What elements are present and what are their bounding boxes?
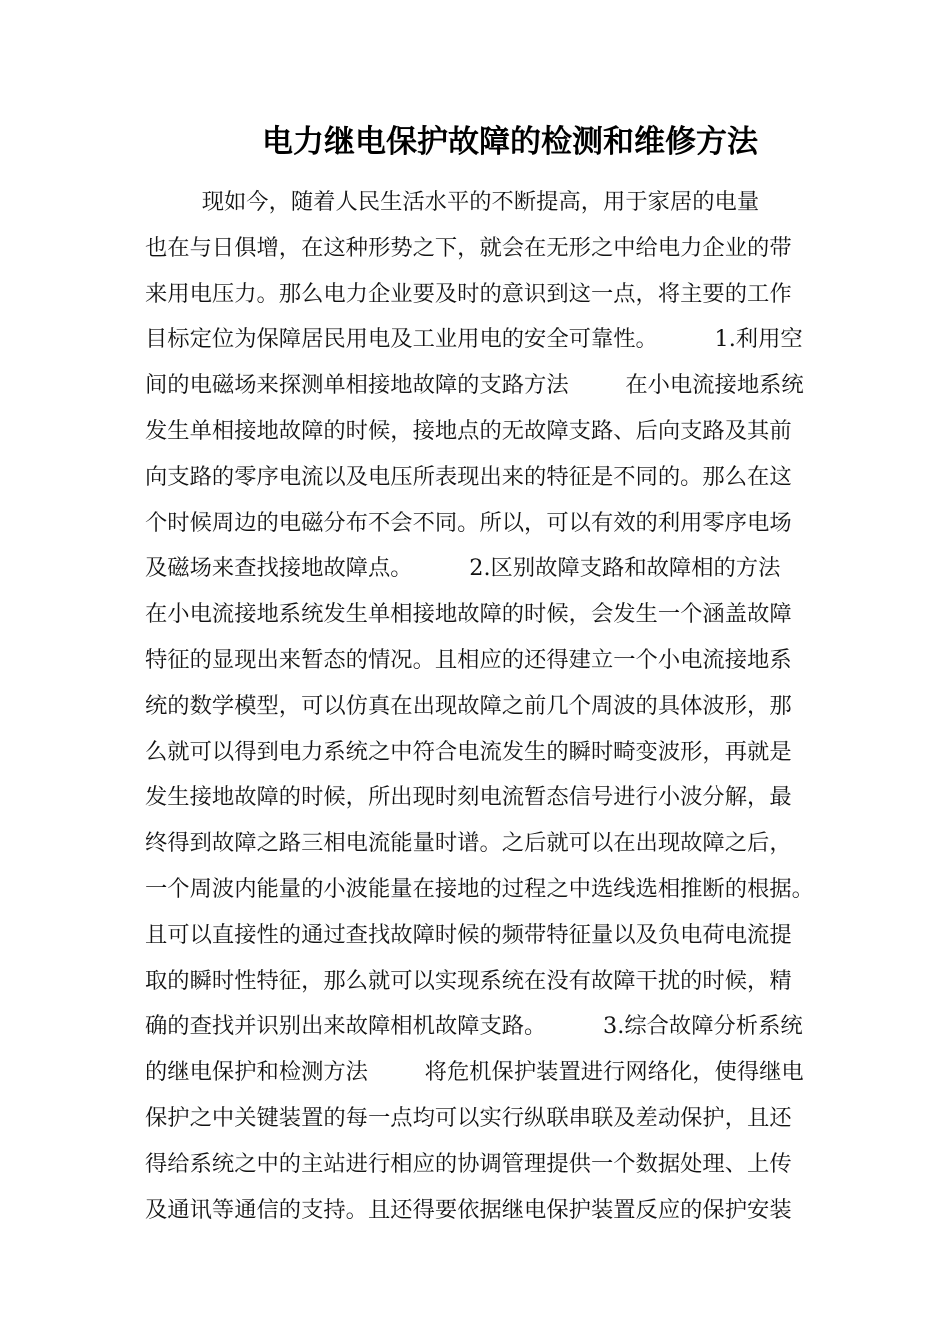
- body-line: 么就可以得到电力系统之中符合电流发生的瞬时畸变波形，再就是: [145, 738, 792, 765]
- body-line: 终得到故障之路三相电流能量时谱。之后就可以在出现故障之后，: [145, 830, 792, 857]
- body-line: 统的数学模型，可以仿真在出现故障之前几个周波的具体波形，那: [145, 692, 792, 719]
- body-line: 特征的显现出来暂态的情况。且相应的还得建立一个小电流接地系: [145, 646, 792, 673]
- body-line: 取的瞬时性特征，那么就可以实现系统在没有故障干扰的时候，精: [145, 967, 792, 994]
- body-line: 个时候周边的电磁分布不会不同。所以，可以有效的利用零序电场: [145, 509, 792, 536]
- body-line: 来用电压力。那么电力企业要及时的意识到这一点，将主要的工作: [145, 280, 792, 307]
- body-line: 目标定位为保障居民用电及工业用电的安全可靠性。 1.利用空: [145, 326, 803, 353]
- body-line: 现如今，随着人民生活水平的不断提高，用于家居的电量: [145, 189, 760, 215]
- body-line: 及通讯等通信的支持。且还得要依据继电保护装置反应的保护安装: [145, 1196, 792, 1223]
- body-line: 向支路的零序电流以及电压所表现出来的特征是不同的。那么在这: [145, 463, 792, 490]
- body-line: 及磁场来查找接地故障点。 2.区别故障支路和故障相的方法: [145, 555, 781, 582]
- body-line: 发生单相接地故障的时候，接地点的无故障支路、后向支路及其前: [145, 417, 792, 444]
- body-line: 且可以直接性的通过查找故障时候的频带特征量以及负电荷电流提: [145, 921, 792, 948]
- body-line: 确的查找并识别出来故障相机故障支路。 3.综合故障分析系统: [145, 1013, 803, 1040]
- document-title: 电力继电保护故障的检测和维修方法: [262, 124, 758, 160]
- body-line: 也在与日俱增，在这种形势之下，就会在无形之中给电力企业的带: [145, 234, 792, 261]
- document-body: [145, 180, 815, 1233]
- body-line: 在小电流接地系统发生单相接地故障的时候，会发生一个涵盖故障: [145, 601, 792, 628]
- body-line: 发生接地故障的时候，所出现时刻电流暂态信号进行小波分解，最: [145, 784, 792, 811]
- body-line: 的继电保护和检测方法 将危机保护装置进行网络化，使得继电: [145, 1059, 804, 1086]
- body-line: 间的电磁场来探测单相接地故障的支路方法 在小电流接地系统: [145, 372, 804, 399]
- body-line: 一个周波内能量的小波能量在接地的过程之中选线选相推断的根据。: [145, 875, 814, 902]
- body-line: 保护之中关键装置的每一点均可以实行纵联串联及差动保护，且还: [145, 1104, 792, 1131]
- body-line: 得给系统之中的主站进行相应的协调管理提供一个数据处理、上传: [145, 1150, 792, 1177]
